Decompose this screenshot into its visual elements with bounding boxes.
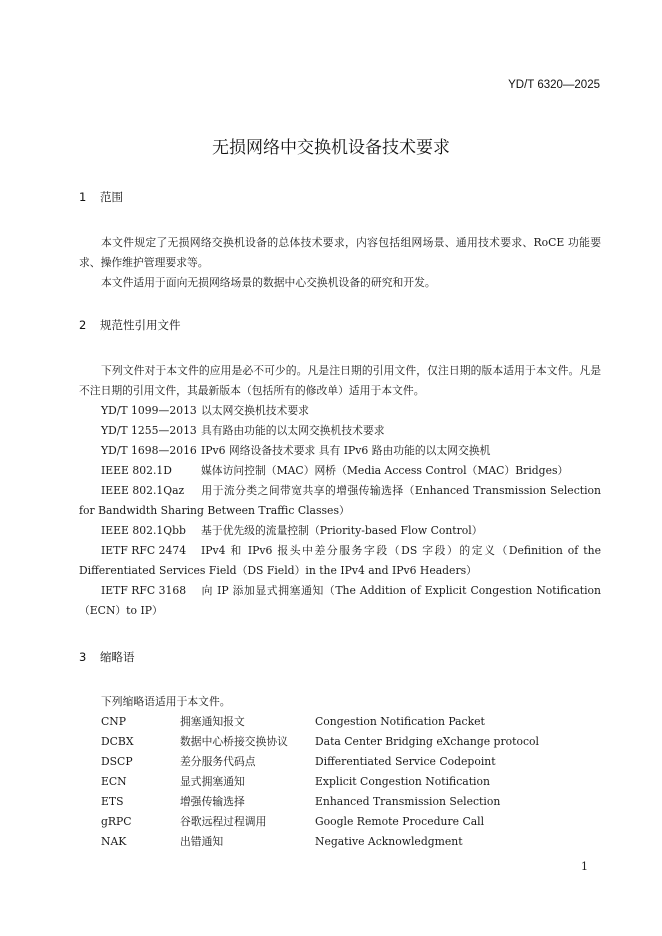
reference-item: [79, 481, 601, 521]
section-2-heading: [79, 317, 181, 333]
abbreviation-english: Negative Acknowledgment: [315, 835, 463, 848]
abbreviation-row: [101, 732, 621, 752]
abbreviation-english: Data Center Bridging eXchange protocol: [315, 735, 539, 748]
reference-code: IEEE 802.1Qbb: [101, 524, 186, 537]
section-1-paragraph-2: 本文件适用于面向无损网络场景的数据中心交换机设备的研究和开发。: [101, 276, 436, 289]
abbreviation: DSCP: [101, 755, 133, 768]
abbreviation: ETS: [101, 795, 124, 808]
reference-title: 具有路由功能的以太网交换机技术要求: [201, 424, 385, 437]
reference-item: [79, 541, 601, 581]
abbreviation: ECN: [101, 775, 127, 788]
document-code: YD/T 6320—2025: [508, 79, 600, 91]
abbreviation-chinese: 数据中心桥接交换协议: [180, 735, 288, 748]
abbreviation-chinese: 谷歌远程过程调用: [180, 815, 267, 828]
reference-code: IEEE 802.1D: [101, 464, 172, 477]
reference-title: IPv6 网络设备技术要求 具有 IPv6 路由功能的以太网交换机: [201, 444, 491, 457]
abbreviation: gRPC: [101, 815, 132, 828]
abbreviation: CNP: [101, 715, 126, 728]
abbreviation-chinese: 显式拥塞通知: [180, 775, 245, 788]
reference-item: [79, 441, 601, 461]
reference-item: [79, 421, 601, 441]
reference-code: YD/T 1099—2013: [101, 404, 197, 417]
abbreviation: DCBX: [101, 735, 134, 748]
section-title: 规范性引用文件: [100, 318, 181, 332]
abbreviation-chinese: 差分服务代码点: [180, 755, 256, 768]
section-title: 缩略语: [100, 650, 135, 664]
section-1-paragraph-1: 本文件规定了无损网络交换机设备的总体技术要求，内容包括组网场景、通用技术要求、RoCE 功能要求、操作维护管理要求等。: [79, 236, 601, 269]
reference-item: [79, 581, 601, 621]
abbreviation-chinese: 增强传输选择: [180, 795, 245, 808]
abbreviation-row: [101, 712, 621, 732]
section-number: 3: [79, 650, 87, 664]
section-3-intro: 下列缩略语适用于本文件。: [101, 695, 231, 708]
reference-code: IEEE 802.1Qaz: [101, 484, 185, 497]
abbreviation-row: [101, 792, 621, 812]
abbreviation: NAK: [101, 835, 127, 848]
reference-code: YD/T 1255—2013: [101, 424, 197, 437]
abbreviation-row: [101, 752, 621, 772]
section-1-heading: [79, 189, 123, 205]
section-number: 2: [79, 318, 87, 332]
section-2-intro: 下列文件对于本文件的应用是必不可少的。凡是注日期的引用文件，仅注日期的版本适用于本文件。凡是不注日期的引用文件，其最新版本（包括所有的修改单）适用于本文件。: [79, 364, 601, 397]
reference-title: 用于流分类之间带宽共享的增强传输选择（Enhanced Transmission Selection for Bandwidth Sharing Between Traffic Classes）: [79, 484, 601, 517]
reference-title: 媒体访问控制（MAC）网桥（Media Access Control（MAC）Bridges）: [201, 464, 569, 477]
reference-title: 基于优先级的流量控制（Priority-based Flow Control）: [201, 524, 483, 537]
reference-code: IETF RFC 2474: [101, 544, 187, 557]
abbreviation-english: Enhanced Transmission Selection: [315, 795, 501, 808]
section-3-heading: [79, 649, 135, 665]
section-title: 范围: [100, 190, 123, 204]
reference-title: 向 IP 添加显式拥塞通知（The Addition of Explicit Congestion Notification（ECN）to IP）: [79, 584, 601, 617]
page-number: 1: [581, 860, 588, 873]
abbreviation-english: Google Remote Procedure Call: [315, 815, 485, 828]
reference-item: [79, 401, 601, 421]
reference-item: [79, 461, 601, 481]
document-title: 无损网络中交换机设备技术要求: [212, 138, 450, 158]
abbreviation-chinese: 拥塞通知报文: [180, 715, 245, 728]
abbreviation-row: [101, 772, 621, 792]
abbreviation-row: [101, 812, 621, 832]
abbreviation-english: Differentiated Service Codepoint: [315, 755, 496, 768]
reference-item: [79, 521, 601, 541]
section-number: 1: [79, 190, 87, 204]
reference-title: IPv4 和 IPv6 报头中差分服务字段（DS 字段）的定义（Definition of the Differentiated Services Field（DS Field）in the IPv4 and IPv6 Headers）: [79, 544, 601, 577]
abbreviation-english: Explicit Congestion Notification: [315, 775, 490, 788]
abbreviation-english: Congestion Notification Packet: [315, 715, 485, 728]
reference-code: IETF RFC 3168: [101, 584, 187, 597]
reference-title: 以太网交换机技术要求: [201, 404, 309, 417]
reference-code: YD/T 1698—2016: [101, 444, 197, 457]
abbreviation-row: [101, 832, 621, 852]
abbreviation-chinese: 出错通知: [180, 835, 224, 848]
